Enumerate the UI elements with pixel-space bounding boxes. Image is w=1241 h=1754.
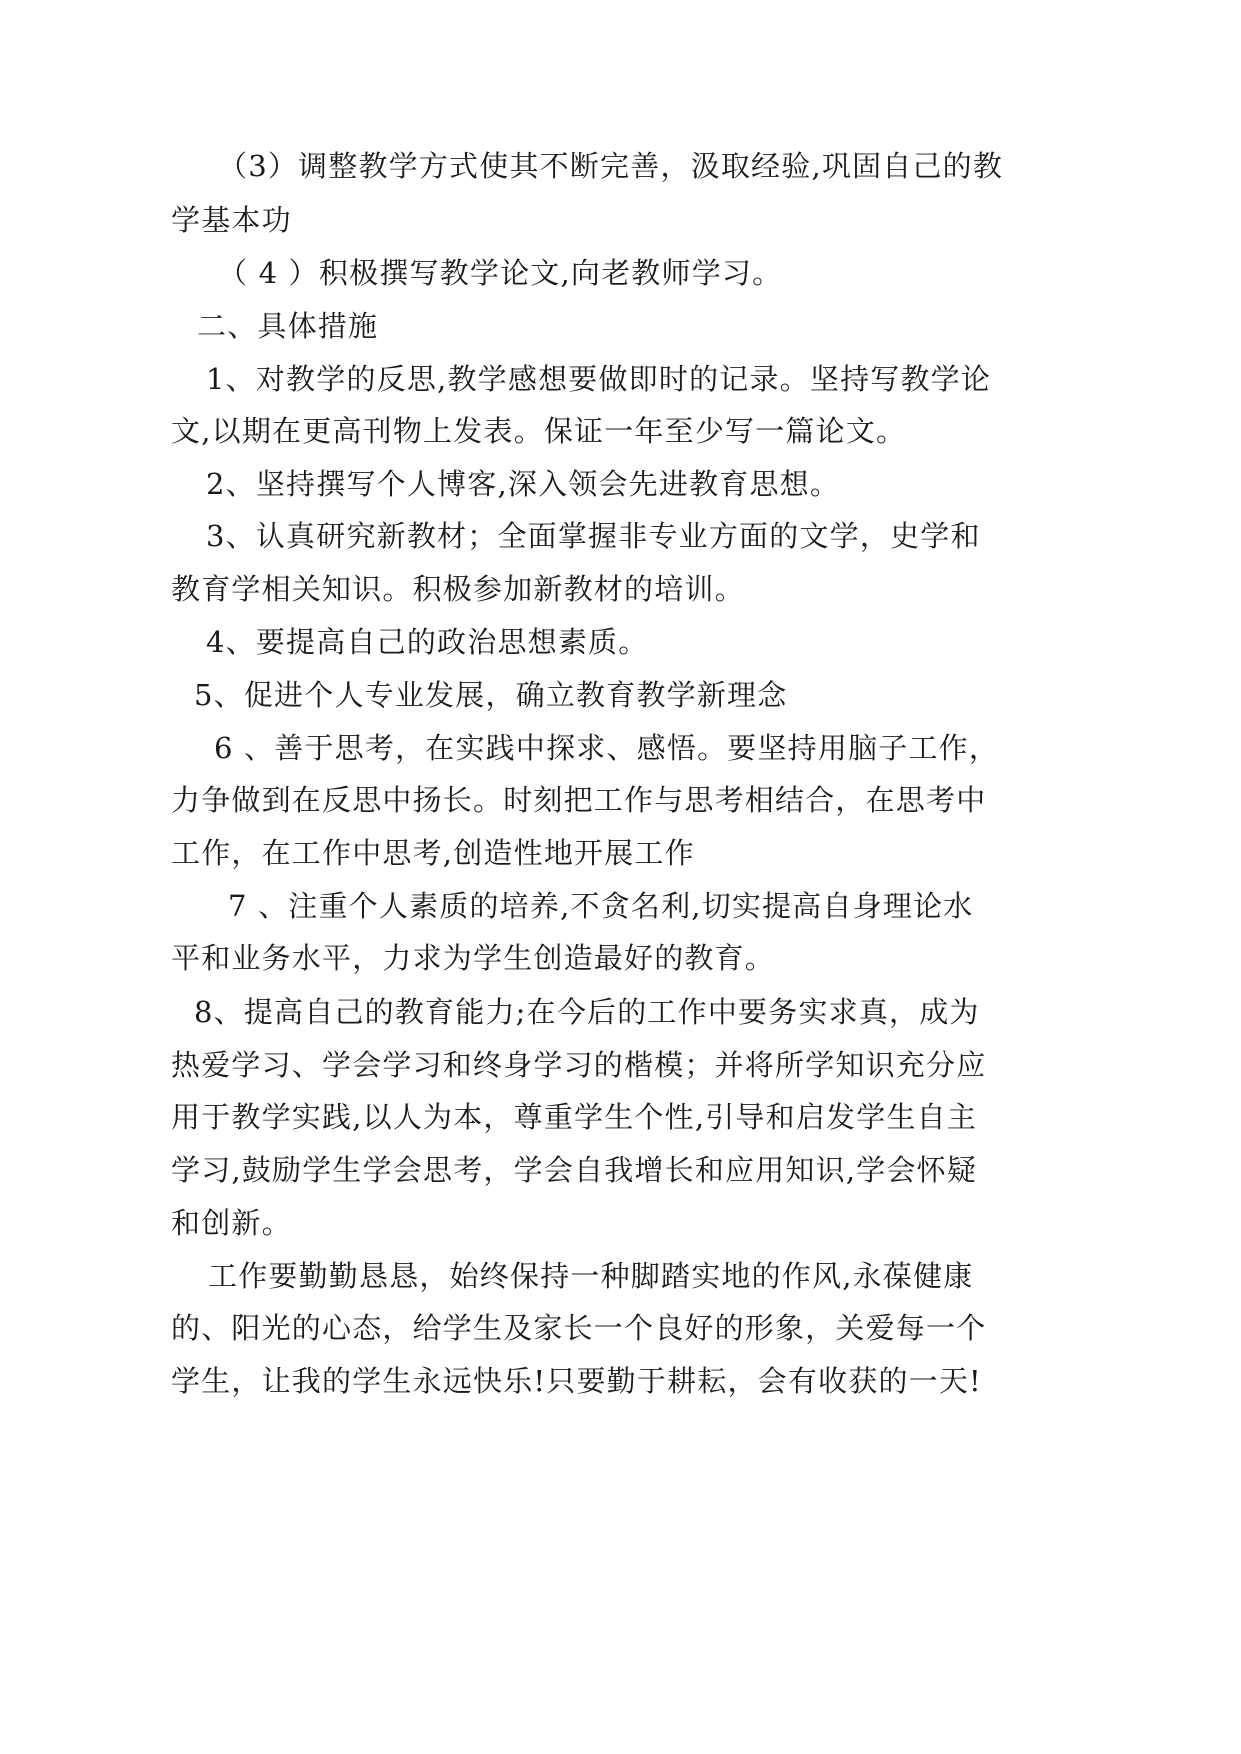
paragraph-line: 学习,鼓励学生学会思考，学会自我增长和应用知识,学会怀疑 xyxy=(171,1153,978,1187)
paragraph-line: 教育学相关知识。积极参加新教材的培训。 xyxy=(171,572,745,606)
paragraph-line: 文,以期在更高刊物上发表。保证一年至少写一篇论文。 xyxy=(171,414,907,448)
paragraph-line: （ 4 ）积极撰写教学论文,向老教师学习。 xyxy=(218,256,783,290)
paragraph-line: 用于教学实践,以人为本，尊重学生个性,引导和启发学生自主 xyxy=(171,1100,978,1134)
paragraph-line: 力争做到在反思中扬长。时刻把工作与思考相结合，在思考中 xyxy=(171,783,987,817)
paragraph-line: 5、促进个人专业发展，确立教育教学新理念 xyxy=(194,678,788,712)
paragraph-line: 工作，在工作中思考,创造性地开展工作 xyxy=(171,836,695,870)
paragraph-line: 热爱学习、学会学习和终身学习的楷模；并将所学知识充分应 xyxy=(171,1048,987,1082)
paragraph-line: 工作要勤勤恳恳，始终保持一种脚踏实地的作风,永葆健康 xyxy=(208,1259,974,1293)
paragraph-line: 7 、注重个人素质的培养,不贪名利,切实提高自身理论水 xyxy=(228,889,974,923)
paragraph-line: 学生，让我的学生永远快乐!只要勤于耕耘，会有收获的一天! xyxy=(171,1364,982,1398)
section-heading: 二、具体措施 xyxy=(197,309,379,343)
paragraph-line: 6 、善于思考，在实践中探求、感悟。要坚持用脑子工作， xyxy=(214,731,1000,765)
paragraph-line: （3）调整教学方式使其不断完善，汲取经验,巩固自己的教 xyxy=(218,149,1004,183)
paragraph-line: 8、提高自己的教育能力;在今后的工作中要务实求真，成为 xyxy=(194,995,980,1029)
paragraph-line: 平和业务水平，力求为学生创造最好的教育。 xyxy=(171,941,776,975)
paragraph-line: 3、认真研究新教材；全面掌握非专业方面的文学，史学和 xyxy=(206,519,981,553)
paragraph-line: 学基本功 xyxy=(171,203,292,237)
paragraph-line: 4、要提高自己的政治思想素质。 xyxy=(206,625,649,659)
paragraph-line: 和创新。 xyxy=(171,1206,292,1240)
paragraph-line: 2、坚持撰写个人博客,深入领会先进教育思想。 xyxy=(206,467,841,501)
paragraph-line: 1、对教学的反思,教学感想要做即时的记录。坚持写教学论 xyxy=(206,362,992,396)
paragraph-line: 的、阳光的心态，给学生及家长一个良好的形象，关爱每一个 xyxy=(171,1311,987,1345)
